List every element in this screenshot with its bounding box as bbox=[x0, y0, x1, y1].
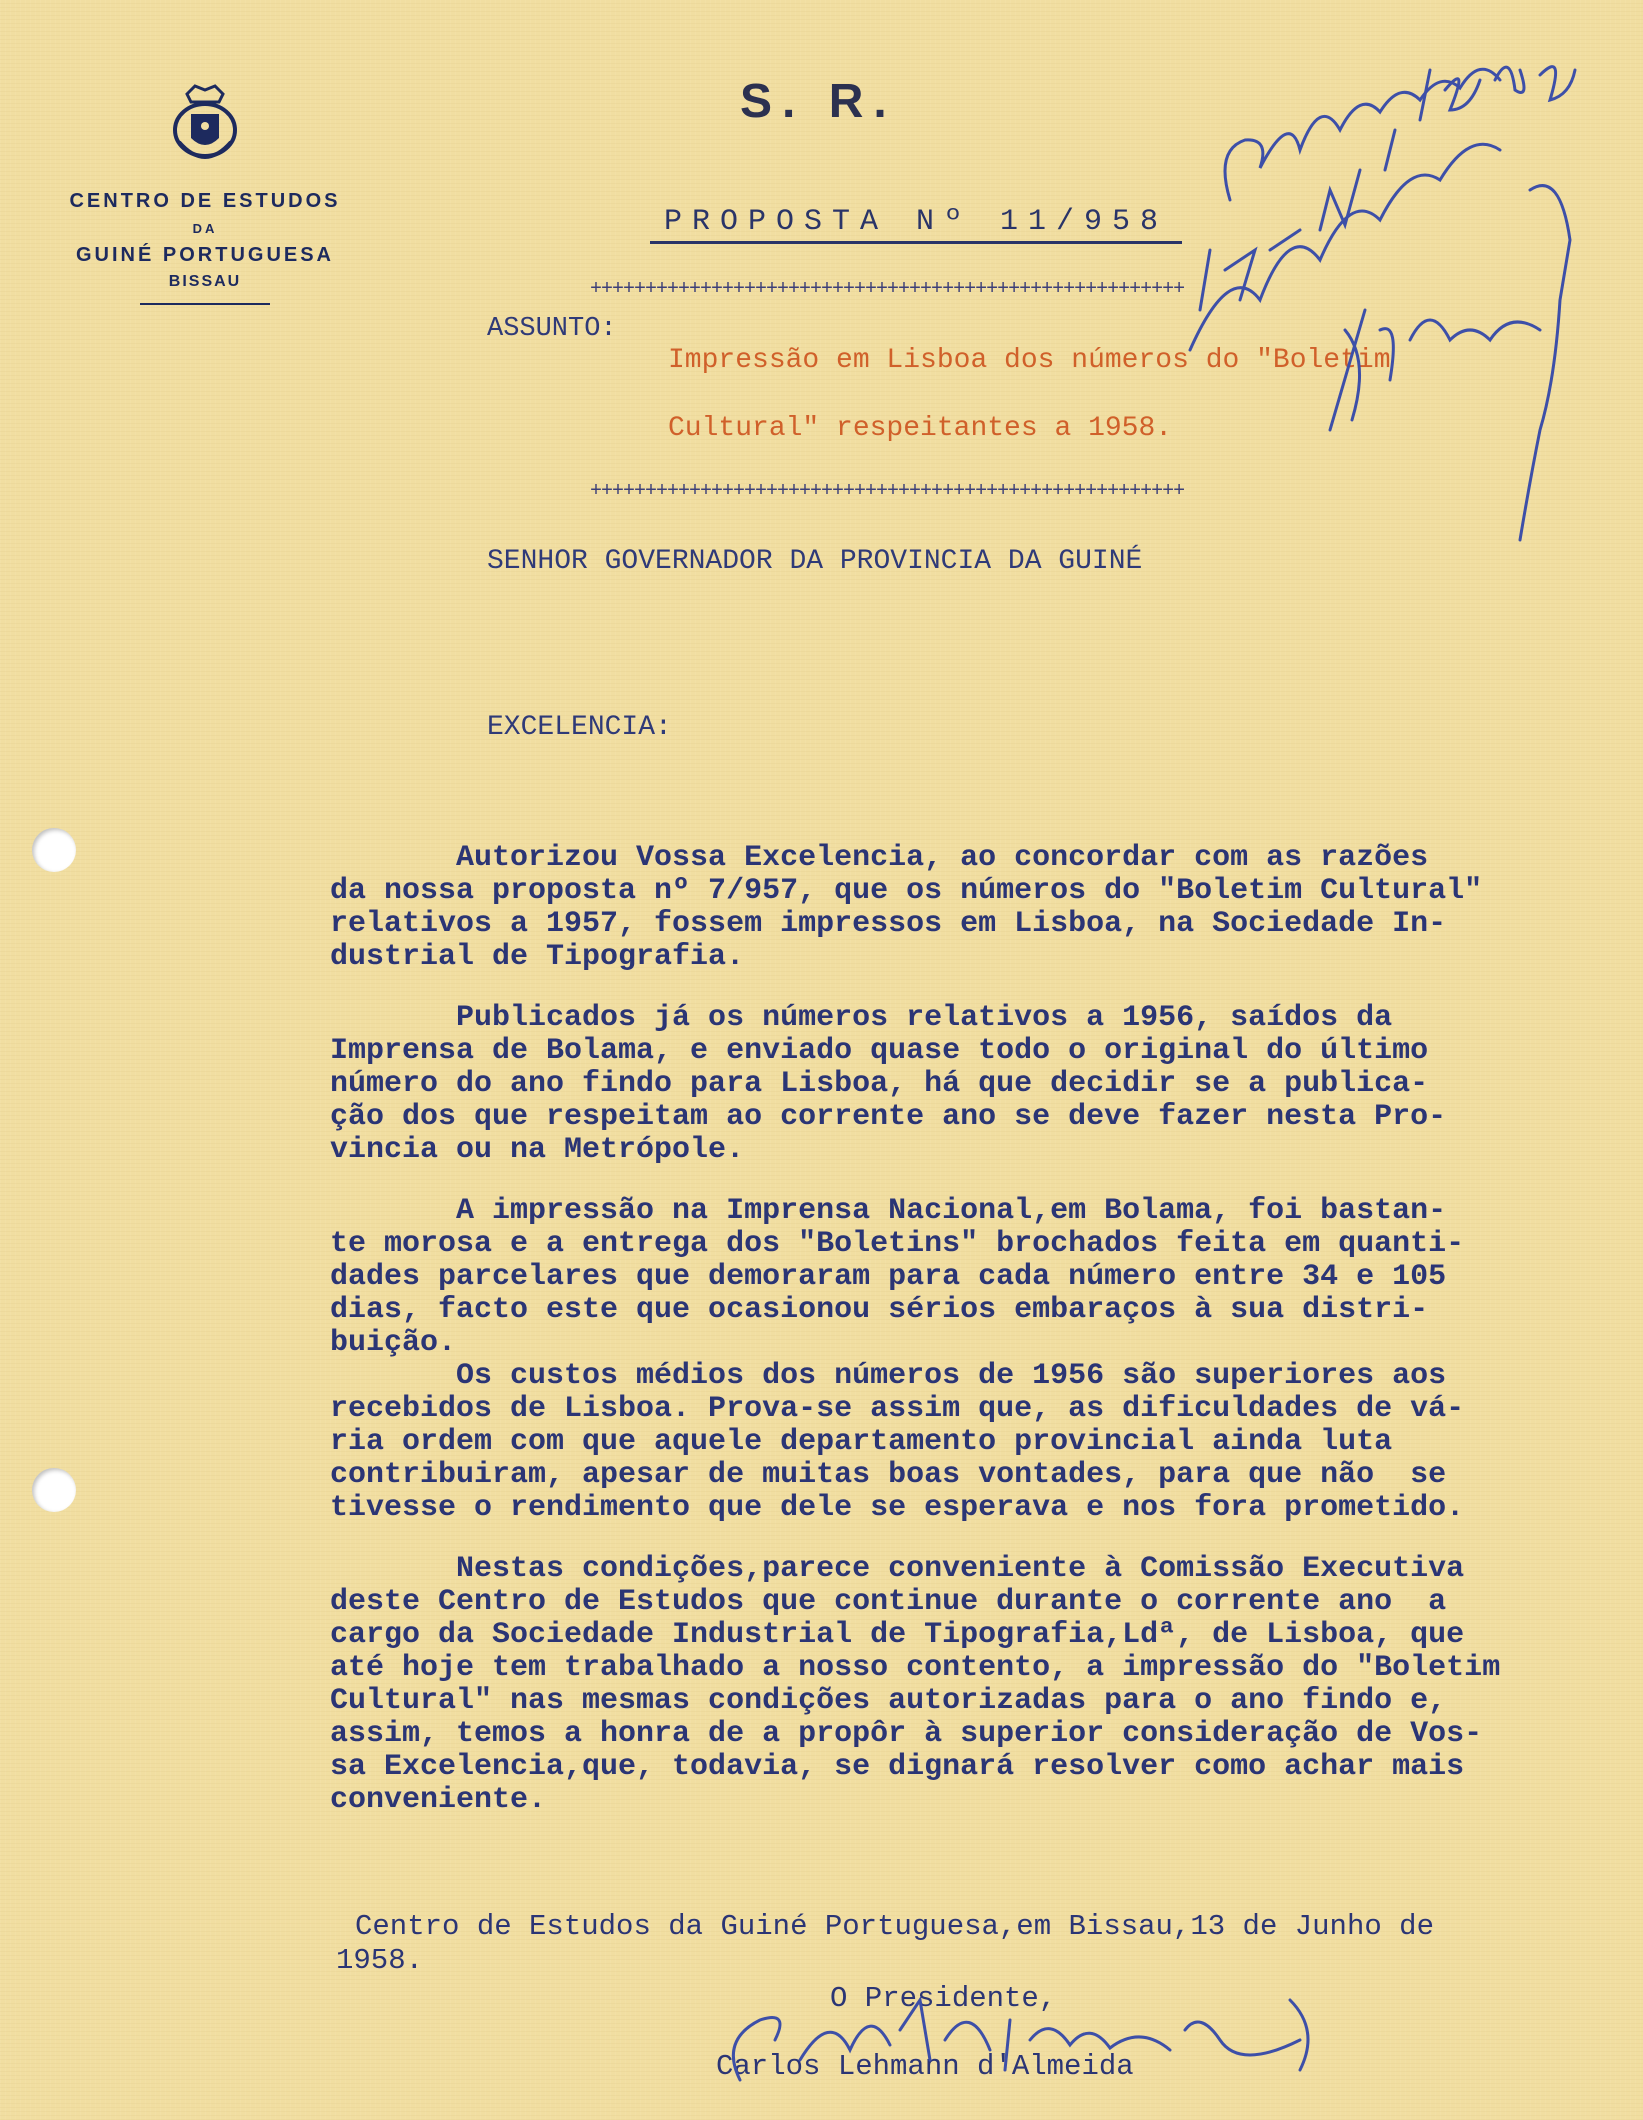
paragraph-4 bbox=[330, 1553, 1630, 1817]
signatory-name: Carlos Lehmann d'Almeida bbox=[716, 2050, 1134, 2083]
body-line: assim, temos a honra de a propôr à superior consideração de Vos- bbox=[330, 1717, 1483, 1751]
handwritten-date bbox=[1200, 67, 1575, 310]
paragraph-1 bbox=[330, 842, 1630, 974]
body-line: Os custos médios dos números de 1956 são superiores aos bbox=[330, 1359, 1447, 1393]
body-line: sa Excelencia,que, todavia, se dignará resolver como achar mais bbox=[330, 1750, 1465, 1784]
body-text bbox=[330, 842, 1630, 1845]
place-date: Centro de Estudos da Guiné Portuguesa,em Bissau,13 de Junho de bbox=[355, 1910, 1434, 1943]
body-line: tivesse o rendimento que dele se esperava e nos fora prometido. bbox=[330, 1491, 1465, 1525]
body-line: deste Centro de Estudos que continue durante o corrente ano a bbox=[330, 1585, 1447, 1619]
paragraph-2 bbox=[330, 1002, 1630, 1167]
body-line: Publicados já os números relativos a 1956, saídos da bbox=[330, 1001, 1393, 1035]
body-line: Autorizou Vossa Excelencia, ao concordar com as razões bbox=[330, 841, 1429, 875]
handwritten-approval bbox=[1225, 69, 1500, 200]
place-date-year: 1958. bbox=[336, 1944, 424, 1977]
body-line: recebidos de Lisboa. Prova-se assim que, as dificuldades de vá- bbox=[330, 1392, 1465, 1426]
punch-hole-top bbox=[32, 828, 76, 872]
assunto-line-1: Impressão em Lisboa dos números do "Boletim bbox=[668, 345, 1391, 376]
body-line: te morosa e a entrega dos "Boletins" brochados feita em quanti- bbox=[330, 1227, 1465, 1261]
body-line: dias, facto este que ocasionou sérios embaraços à sua distri- bbox=[330, 1293, 1429, 1327]
proposta-number: PROPOSTA Nº 11/958 bbox=[650, 205, 1182, 244]
body-line: dades parcelares que demoraram para cada número entre 34 e 105 bbox=[330, 1260, 1447, 1294]
letterhead-line-3: GUINÉ PORTUGUESA bbox=[75, 244, 335, 266]
body-line: cargo da Sociedade Industrial de Tipografia,Ldª, de Lisboa, que bbox=[330, 1618, 1465, 1652]
body-line: ção dos que respeitam ao corrente ano se deve fazer nesta Pro- bbox=[330, 1100, 1447, 1134]
body-line: Nestas condições,parece conveniente à Comissão Executiva bbox=[330, 1552, 1465, 1586]
body-line: número do ano findo para Lisboa, há que decidir se a publica- bbox=[330, 1067, 1429, 1101]
body-line: da nossa proposta nº 7/957, que os números do "Boletim Cultural" bbox=[330, 874, 1483, 908]
body-line: até hoje tem trabalhado a nosso contento, a impressão do "Boletim bbox=[330, 1651, 1501, 1685]
letterhead-rule bbox=[140, 303, 270, 305]
body-line: buição. bbox=[330, 1326, 457, 1360]
assunto-label: ASSUNTO: bbox=[487, 314, 617, 344]
body-line: ria ordem com que aquele departamento provincial ainda luta bbox=[330, 1425, 1393, 1459]
body-line: vincia ou na Metrópole. bbox=[330, 1133, 745, 1167]
letterhead-line-2: DA bbox=[192, 221, 218, 236]
body-line: conveniente. bbox=[330, 1783, 547, 1817]
coat-of-arms-icon bbox=[165, 80, 245, 170]
sr-heading: S. R. bbox=[740, 75, 897, 128]
signatory-title: O Presidente, bbox=[830, 1982, 1057, 2015]
assunto-line-2: Cultural" respeitantes a 1958. bbox=[668, 413, 1173, 444]
body-line: A impressão na Imprensa Nacional,em Bolama, foi bastan- bbox=[330, 1194, 1447, 1228]
letterhead bbox=[40, 80, 370, 305]
letterhead-line-4: BISSAU bbox=[168, 273, 242, 290]
letterhead-line-1: CENTRO DE ESTUDOS bbox=[69, 190, 341, 212]
punch-hole-bottom bbox=[32, 1468, 76, 1512]
body-line: Cultural" nas mesmas condições autorizadas para o ano findo e, bbox=[330, 1684, 1447, 1718]
body-line: contribuiram, apesar de muitas boas vontades, para que não se bbox=[330, 1458, 1447, 1492]
body-line: dustrial de Tipografia. bbox=[330, 940, 745, 974]
body-line: relativos a 1957, fossem impressos em Lisboa, na Sociedade In- bbox=[330, 907, 1447, 941]
addressee: SENHOR GOVERNADOR DA PROVINCIA DA GUINÉ bbox=[487, 546, 1143, 577]
divider-top: ++++++++++++++++++++++++++++++++++++++++++++++++++++++ bbox=[590, 278, 1185, 301]
divider-bottom: ++++++++++++++++++++++++++++++++++++++++++++++++++++++ bbox=[590, 480, 1185, 503]
body-line: Imprensa de Bolama, e enviado quase todo o original do último bbox=[330, 1034, 1429, 1068]
salutation: EXCELENCIA: bbox=[487, 712, 672, 743]
paragraph-3 bbox=[330, 1195, 1630, 1525]
